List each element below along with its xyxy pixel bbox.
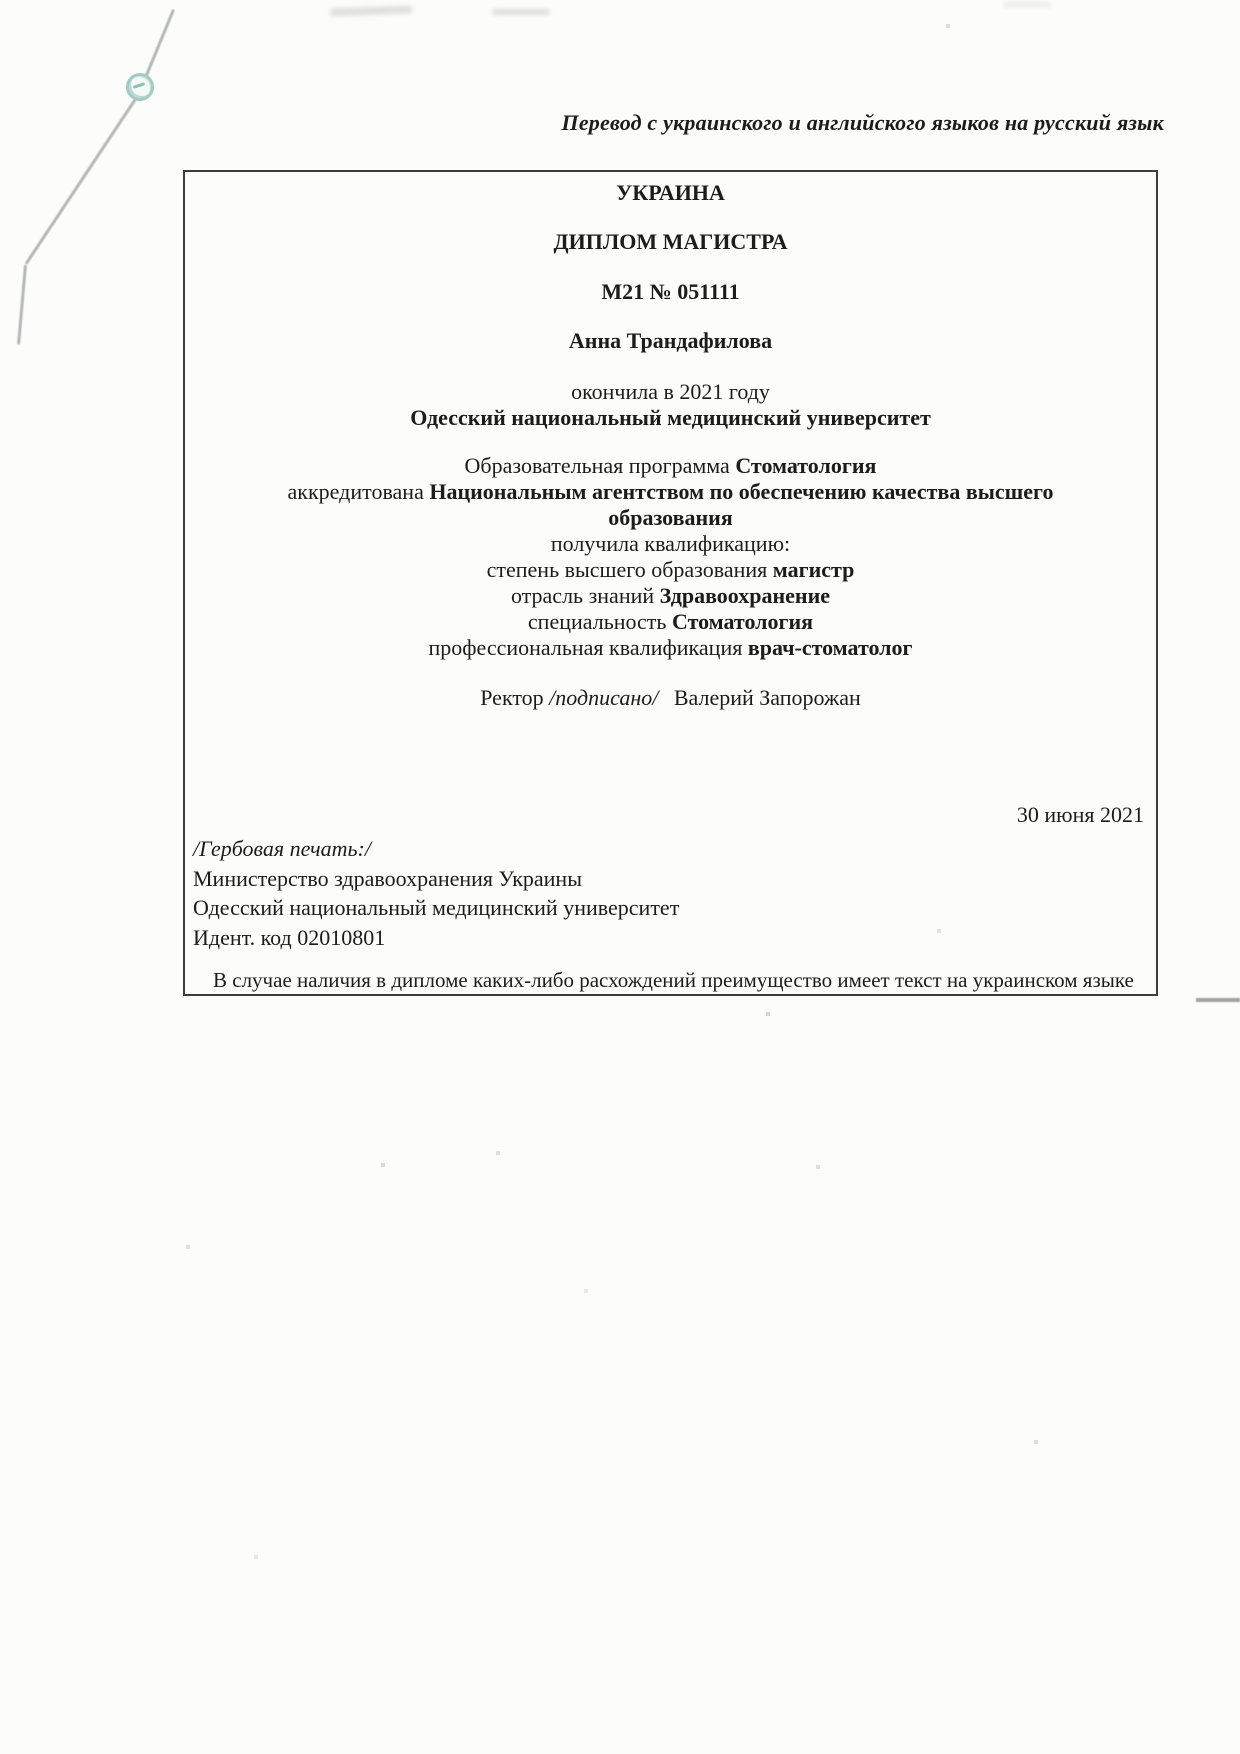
degree-line (185, 557, 1156, 583)
accreditation-agency-wrap: образования (608, 505, 733, 530)
rector-name: Валерий Запорожан (673, 685, 861, 710)
accreditation-line (185, 479, 1156, 505)
seal-label: /Гербовая печать:/ (193, 836, 371, 861)
issue-date: 30 июня 2021 (1016, 802, 1144, 827)
rector-label: Ректор (480, 685, 544, 710)
seal-university: Одесский национальный медицинский университет (193, 895, 680, 920)
holder-name: Анна Трандафилова (568, 328, 773, 353)
discrepancy-footnote: В случае наличия в дипломе каких-либо расхождений преимущество имеет текст на украинском языке (213, 968, 1134, 992)
staple-eyelet-mark (126, 73, 154, 101)
university-name: Одесский национальный медицинский университет (410, 405, 931, 430)
diploma-title: ДИПЛОМ МАГИСТРА (553, 229, 788, 254)
specialty-label: специальность (527, 609, 667, 634)
qualification-intro: получила квалификацию: (550, 531, 791, 556)
profession-line (185, 635, 1156, 661)
accreditation-label: аккредитована (287, 479, 424, 504)
accreditation-agency: Национальным агентством по обеспечению качества высшего (429, 479, 1054, 504)
translation-note: Перевод с украинского и английского языков на русский язык (561, 110, 1164, 135)
degree-value: магистр (772, 557, 855, 582)
program-line (185, 453, 1156, 479)
specialty-value: Стоматология (671, 609, 814, 634)
scan-smudge (1003, 2, 1051, 7)
scan-speckles (0, 0, 2, 2)
field-value: Здравоохранение (659, 583, 831, 608)
seal-ministry: Министерство здравоохранения Украины (193, 865, 582, 891)
program-label: Образовательная программа (464, 453, 730, 478)
program-value: Стоматология (735, 453, 877, 478)
scan-smudge (330, 6, 412, 17)
seal-ident-code: Идент. код 02010801 (193, 924, 386, 950)
diploma-series-number: М21 № 051111 (601, 279, 740, 304)
profession-value: врач-стоматолог (747, 635, 913, 660)
scan-edge-mark (1196, 998, 1240, 1002)
field-label: отрасль знаний (510, 583, 655, 608)
seal-block (185, 834, 1156, 952)
graduation-line: окончила в 2021 году (571, 379, 770, 404)
rector-signature-line (185, 685, 1156, 711)
profession-label: профессиональная квалификация (428, 635, 743, 660)
degree-label: степень высшего образования (486, 557, 768, 582)
signed-note: /подписано/ (549, 685, 659, 710)
scan-smudge (492, 9, 550, 15)
diploma-frame (183, 170, 1158, 996)
country-heading: УКРАИНА (616, 180, 725, 205)
page-fold-line-segment (17, 265, 27, 345)
specialty-line (185, 609, 1156, 635)
page-fold-line-segment (25, 93, 140, 265)
field-line (185, 583, 1156, 609)
